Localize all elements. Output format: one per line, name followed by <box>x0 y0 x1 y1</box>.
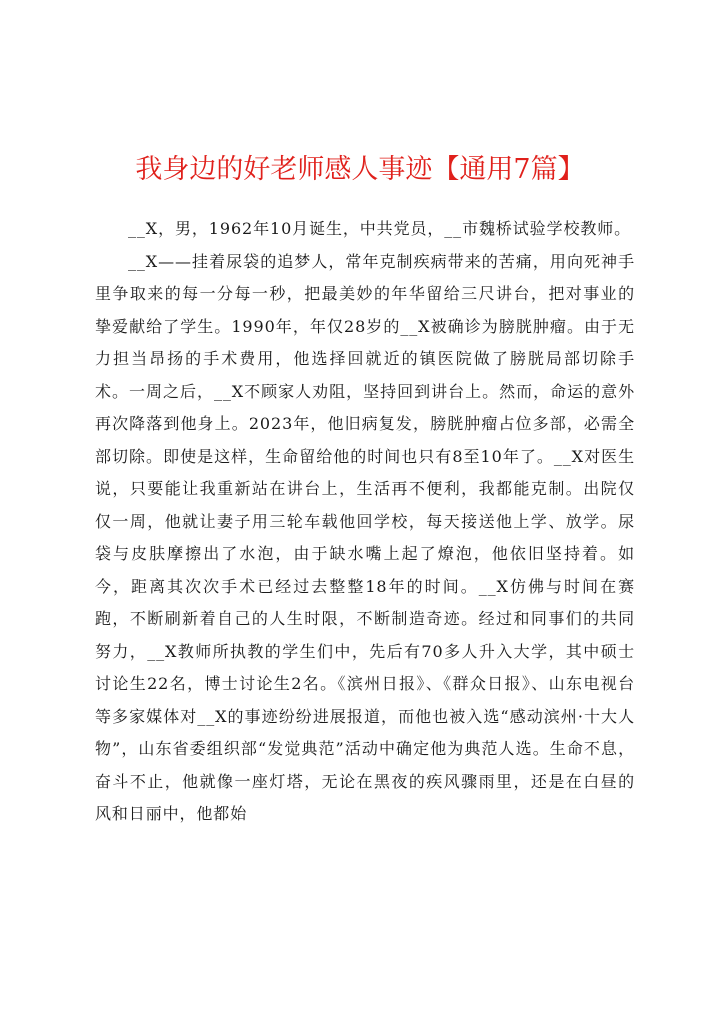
document-title: 我身边的好老师感人事迹【通用7篇】 <box>135 154 585 185</box>
paragraph-intro: __X，男，1962年10月诞生，中共党员，__市魏桥试验学校教师。 <box>128 219 632 238</box>
paragraph-story: __X——挂着尿袋的追梦人，常年克制疾病带来的苦痛，用向死神手里争取来的每一分每一秒，把最美妙的年华留给三尺讲台，把对事业的挚爱献给了学生。1990年，年仅28岁的__X被确诊为膀胱肿瘤。由于无力担当昂扬的手术费用，他选择回就近的镇医院做了膀胱局部切除手术。一周之后，__X不顾家人劝阻，坚持回到讲台上。然而，命运的意外再次降落到他身上。2023年，他旧病复发，膀胱肿瘤占位多部，必需全部切除。即使是这样，生命留给他的时间也只有8至10年了。__X对医生说，只要能让我重新站在讲台上，生活再不便利，我都能克制。出院仅仅一周，他就让妻子用三轮车载他回学校，每天接送他上学、放学。尿袋与皮肤摩擦出了水泡，由于缺水嘴上起了燎泡，他依旧坚持着。如今，距离其次次手术已经过去整整18年的时间。__X仿佛与时间在赛跑，不断刷新着自己的人生时限，不断制造奇迹。经过和同事们的共同努力，__X教师所执教的学生们中，先后有70多人升入大学，其中硕士讨论生22名，博士讨论生2名。《滨州日报》、《群众日报》、山东电视台等多家媒体对__X的事迹纷纷进展报道，而他也被入选“感动滨州·十大人物”，山东省委组织部“发觉典范”活动中确定他为典范人选。生命不息，奋斗不止，他就像一座灯塔，无论在黑夜的疾风骤雨里，还是在白昼的风和日丽中，他都始 <box>95 251 635 823</box>
document-body <box>95 213 635 831</box>
